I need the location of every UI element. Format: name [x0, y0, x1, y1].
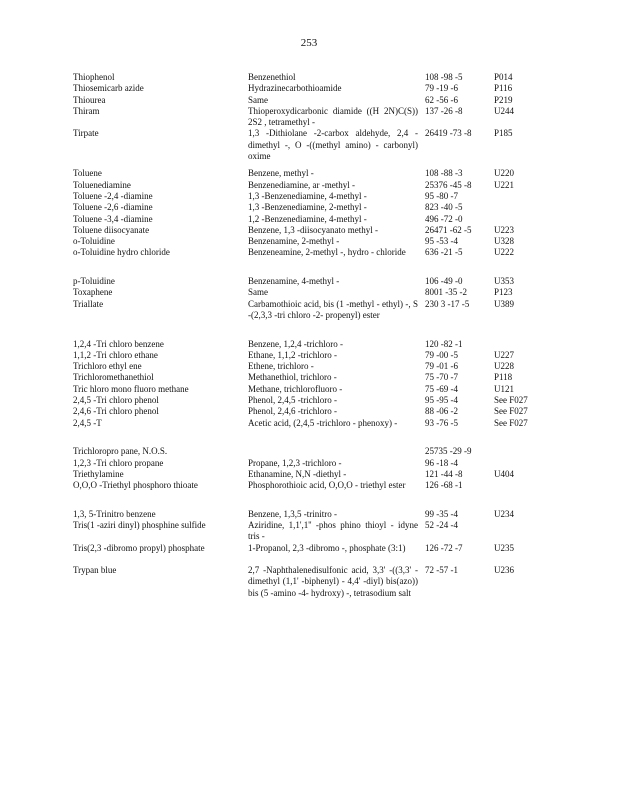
waste-code: U234: [494, 508, 514, 519]
waste-code: U228: [494, 361, 514, 372]
substance-name: 2,4,5 -Tri chloro phenol: [73, 395, 159, 406]
synonym: 1,3 -Dithiolane -2-carbox aldehyde, 2,4 -dimethyl -, O -((methyl amino) - carbonyl) oxime: [248, 128, 418, 162]
substance-name: o-Toluidine: [73, 236, 115, 247]
table-row: [73, 418, 553, 441]
substance-name: Trichloromethanethiol: [73, 372, 154, 383]
synonym: Aziridine, 1,1',1'' -phos phino thioyl - idyne tris -: [248, 519, 418, 542]
substance-name: Toluene -2,6 -diamine: [73, 202, 153, 213]
cas-number: 636 -21 -5: [425, 247, 463, 258]
cas-number: 108 -98 -5: [425, 72, 463, 82]
waste-code: U389: [494, 298, 514, 309]
waste-code: P123: [494, 287, 513, 298]
substance-name: Thiophenol: [73, 72, 115, 82]
substance-name: O,O,O -Triethyl phosphoro thioate: [73, 480, 198, 491]
substance-name: Thiosemicarb azide: [73, 83, 144, 94]
waste-code: See F027: [494, 417, 528, 428]
substance-name: o-Toluidine hydro chloride: [73, 247, 170, 258]
table-row: [73, 225, 553, 236]
cas-number: 106 -49 -0: [425, 276, 463, 287]
cas-number: 79 -19 -6: [425, 83, 458, 94]
substance-name: Thiourea: [73, 94, 106, 105]
synonym: 2,7 -Naphthalenedisulfonic acid, 3,3' -((3,3' -dimethyl (1,1' -biphenyl) - 4,4' -diyl) bis(azo)) bis (5 -amino -4- hydroxy) -, tetrasodium salt: [248, 565, 418, 598]
synonym: Benzene, 1,3,5 -trinitro -: [248, 508, 337, 519]
substance-name: Toxaphene: [73, 287, 113, 298]
synonym: Carbamothioic acid, bis (1 -methyl - ethyl) -, S -(2,3,3 -tri chloro -2- propenyl) ester: [248, 298, 418, 320]
synonym: Phenol, 2,4,5 -trichloro -: [248, 395, 337, 406]
substance-name: 2,4,5 -T: [73, 417, 102, 428]
cas-number: 72 -57 -1: [425, 565, 458, 576]
substance-name: Trichloro ethyl ene: [73, 361, 142, 372]
synonym: Phosphorothioic acid, O,O,O - triethyl ester: [248, 480, 406, 491]
table-row: [73, 406, 553, 417]
synonym: Benzene, methyl -: [248, 168, 314, 179]
table-row: [73, 361, 553, 372]
waste-code: U236: [494, 565, 514, 576]
cas-number: 230 3 -17 -5: [425, 298, 470, 309]
waste-code: U235: [494, 542, 514, 553]
cas-number: 95 -53 -4: [425, 236, 458, 247]
table-row: [73, 543, 553, 566]
cas-number: 62 -56 -6: [425, 94, 458, 105]
synonym: Benzene, 1,2,4 -trichloro -: [248, 338, 343, 349]
table-row: [73, 509, 553, 520]
table-row: [73, 83, 553, 94]
table-row: [73, 191, 553, 202]
cas-number: 93 -76 -5: [425, 417, 458, 428]
waste-code: P185: [494, 128, 513, 139]
cas-number: 121 -44 -8: [425, 468, 463, 479]
table-row: [73, 287, 553, 298]
synonym: Ethanamine, N,N -diethyl -: [248, 468, 347, 479]
cas-number: 75 -70 -7: [425, 372, 458, 383]
substance-name: 1,1,2 -Tri chloro ethane: [73, 349, 158, 360]
cas-number: 79 -01 -6: [425, 361, 458, 372]
waste-code: U244: [494, 105, 514, 116]
table-row: [73, 72, 553, 83]
waste-code: P219: [494, 94, 513, 105]
cas-number: 96 -18 -4: [425, 457, 458, 468]
synonym: Benzenethiol: [248, 72, 296, 82]
substance-name: Toluene -3,4 -diamine: [73, 213, 153, 224]
table-row: [73, 469, 553, 480]
cas-number: 120 -82 -1: [425, 338, 463, 349]
substance-name: Tric hloro mono fluoro methane: [73, 383, 189, 394]
waste-code: U353: [494, 276, 514, 287]
cas-number: 95 -80 -7: [425, 190, 458, 201]
synonym: Benzenediamine, ar -methyl -: [248, 179, 355, 190]
table-row: [73, 480, 553, 503]
synonym: Hydrazinecarbothioamide: [248, 83, 342, 94]
table-row: [73, 395, 553, 406]
waste-code: See F027: [494, 406, 528, 417]
substance-name: 1,2,3 -Tri chloro propane: [73, 457, 164, 468]
table-row: [73, 276, 553, 287]
cas-number: 79 -00 -5: [425, 349, 458, 360]
synonym: 1,3 -Benzenediamine, 4-methyl -: [248, 190, 367, 201]
waste-code: U121: [494, 383, 514, 394]
synonym: Acetic acid, (2,4,5 -trichloro - phenoxy) -: [248, 417, 398, 428]
table-row: [73, 168, 553, 179]
table-row: [73, 106, 553, 129]
synonym: Benzeneamine, 2-methyl -, hydro - chloride: [248, 247, 406, 258]
substance-name: 1,2,4 -Tri chloro benzene: [73, 338, 164, 349]
synonym: 1-Propanol, 2,3 -dibromo -, phosphate (3:1): [248, 542, 406, 553]
synonym: Thioperoxydicarbonic diamide ((H 2N)C(S)) 2S2 , tetramethyl -: [248, 105, 418, 128]
table-row: [73, 236, 553, 247]
cas-number: 26419 -73 -8: [425, 128, 472, 139]
substance-name: Toluene -2,4 -diamine: [73, 190, 153, 201]
substance-name: Thiram: [73, 105, 100, 116]
substance-name: Trypan blue: [73, 565, 117, 576]
cas-number: 95 -95 -4: [425, 395, 458, 406]
cas-number: 108 -88 -3: [425, 168, 463, 179]
substance-name: 1,3, 5-Trinitro benzene: [73, 508, 156, 519]
synonym: Methane, trichlorofluoro -: [248, 383, 343, 394]
cas-number: 8001 -35 -2: [425, 287, 467, 298]
table-row: [73, 372, 553, 383]
cas-number: 25735 -29 -9: [425, 446, 472, 457]
substance-name: p-Toluidine: [73, 276, 115, 287]
table-row: [73, 95, 553, 106]
cas-number: 823 -40 -5: [425, 202, 463, 213]
waste-code: U227: [494, 349, 514, 360]
cas-number: 52 -24 -4: [425, 519, 458, 530]
synonym: Ethane, 1,1,2 -trichloro -: [248, 349, 337, 360]
cas-number: 126 -68 -1: [425, 480, 463, 491]
substance-name: 2,4,6 -Tri chloro phenol: [73, 406, 159, 417]
waste-code: See F027: [494, 395, 528, 406]
synonym: Same: [248, 94, 268, 105]
cas-number: 126 -72 -7: [425, 542, 463, 553]
waste-code: U221: [494, 179, 514, 190]
substance-name: Toluene diisocyanate: [73, 224, 150, 235]
table-row: [73, 458, 553, 469]
waste-code: U220: [494, 168, 514, 179]
substance-name: Triethylamine: [73, 468, 124, 479]
substance-name: Toluenediamine: [73, 179, 131, 190]
table-row: [73, 384, 553, 395]
table-row: [73, 565, 553, 610]
cas-number: 26471 -62 -5: [425, 224, 472, 235]
cas-number: 137 -26 -8: [425, 105, 463, 116]
table-row: [73, 299, 553, 333]
table-row: [73, 128, 553, 162]
synonym: 1,3 -Benzenediamine, 2-methyl -: [248, 202, 367, 213]
waste-code: P014: [494, 72, 513, 82]
table-row: [73, 214, 553, 225]
waste-code: P116: [494, 83, 513, 94]
waste-code: U404: [494, 468, 514, 479]
substance-name: Tirpate: [73, 128, 99, 139]
synonym: Same: [248, 287, 268, 298]
substance-name: Toluene: [73, 168, 102, 179]
synonym: Ethene, trichloro -: [248, 361, 314, 372]
table-row: [73, 339, 553, 350]
synonym: Benzene, 1,3 -diisocyanato methyl -: [248, 224, 378, 235]
cas-number: 75 -69 -4: [425, 383, 458, 394]
waste-code: U223: [494, 224, 514, 235]
table-row: [73, 446, 553, 457]
cas-number: 496 -72 -0: [425, 213, 463, 224]
cas-number: 88 -06 -2: [425, 406, 458, 417]
synonym: Methanethiol, trichloro -: [248, 372, 337, 383]
waste-code: U328: [494, 236, 514, 247]
table-row: [73, 180, 553, 191]
page-number: 253: [300, 37, 318, 49]
substance-name: Tris(2,3 -dibromo propyl) phosphate: [73, 542, 205, 553]
table-row: [73, 350, 553, 361]
synonym: Benzenamine, 4-methyl -: [248, 276, 340, 287]
synonym: Propane, 1,2,3 -trichloro -: [248, 457, 342, 468]
cas-number: 25376 -45 -8: [425, 179, 472, 190]
table-row: [73, 520, 553, 543]
table-row: [73, 202, 553, 213]
waste-code: U222: [494, 247, 514, 258]
substance-name: Trichloropro pane, N.O.S.: [73, 446, 168, 457]
synonym: 1,2 -Benzenediamine, 4-methyl -: [248, 213, 367, 224]
hazardous-substance-table: [73, 72, 553, 610]
substance-name: Triallate: [73, 298, 104, 309]
synonym: Phenol, 2,4,6 -trichloro -: [248, 406, 337, 417]
synonym: Benzenamine, 2-methyl -: [248, 236, 340, 247]
waste-code: P118: [494, 372, 513, 383]
cas-number: 99 -35 -4: [425, 508, 458, 519]
substance-name: Tris(1 -aziri dinyl) phosphine sulfide: [73, 519, 206, 530]
table-row: [73, 247, 553, 270]
